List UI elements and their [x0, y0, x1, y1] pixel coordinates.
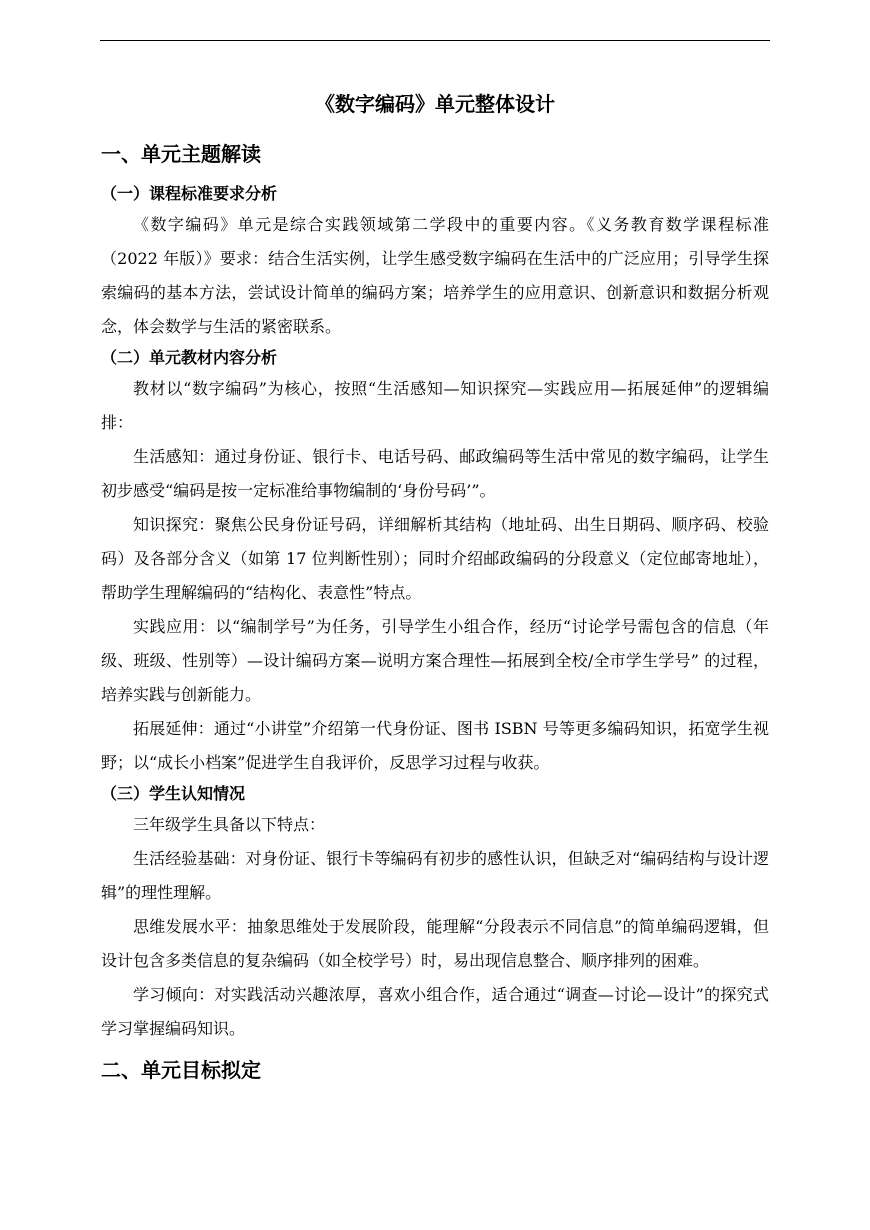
paragraph: 思维发展水平：抽象思维处于发展阶段，能理解“分段表示不同信息”的简单编码逻辑，但设计包含多类信息的复杂编码（如全校学号）时，易出现信息整合、顺序排列的困难。 — [101, 917, 769, 970]
subsection-heading-2: （二）单元教材内容分析 — [101, 348, 278, 367]
paragraph: 拓展延伸：通过“小讲堂”介绍第一代身份证、图书 ISBN 号等更多编码知识，拓宽学生视野；以“成长小档案”促进学生自我评价，反思学习过程与收获。 — [101, 719, 769, 772]
section-heading-2: 二、单元目标拟定 — [101, 1058, 261, 1082]
paragraph: 三年级学生具备以下特点： — [133, 815, 326, 834]
header-rule — [100, 40, 770, 41]
subsection-heading-3: （三）学生认知情况 — [101, 784, 246, 803]
subsection-heading-1: （一）课程标准要求分析 — [101, 184, 278, 203]
paragraph: 学习倾向：对实践活动兴趣浓厚，喜欢小组合作，适合通过“调查—讨论—设计”的探究式学习掌握编码知识。 — [101, 985, 769, 1038]
paragraph: 实践应用：以“编制学号”为任务，引导学生小组合作，经历“讨论学号需包含的信息（年级、班级、性别等）—设计编码方案—说明方案合理性—拓展到全校/全市学生学号” 的过程，培养实践与创新能力。 — [101, 617, 769, 704]
paragraph: 知识探究：聚焦公民身份证号码，详细解析其结构（地址码、出生日期码、顺序码、校验码）及各部分含义（如第 17 位判断性别）；同时介绍邮政编码的分段意义（定位邮寄地址），帮助学生理解编码的“结构化、表意性”特点。 — [101, 515, 769, 602]
document-title: 《数字编码》单元整体设计 — [315, 92, 555, 116]
document-body — [101, 90, 769, 1096]
paragraph: 生活经验基础：对身份证、银行卡等编码有初步的感性认识，但缺乏对“编码结构与设计逻辑”的理性理解。 — [101, 849, 769, 902]
paragraph: 《数字编码》单元是综合实践领域第二学段中的重要内容。《义务教育数学课程标准（2022 年版）》要求：结合生活实例，让学生感受数字编码在生活中的广泛应用；引导学生探索编码的基本方法，尝试设计简单的编码方案；培养学生的应用意识、创新意识和数据分析观念，体会数学与生活的紧密联系。 — [101, 215, 769, 336]
paragraph: 教材以“数字编码”为核心，按照“生活感知—知识探究—实践应用—拓展延伸”的逻辑编排： — [101, 379, 769, 432]
paragraph: 生活感知：通过身份证、银行卡、电话号码、邮政编码等生活中常见的数字编码，让学生初步感受“编码是按一定标准给事物编制的‘身份号码’”。 — [101, 447, 769, 500]
section-heading-1: 一、单元主题解读 — [101, 142, 261, 166]
